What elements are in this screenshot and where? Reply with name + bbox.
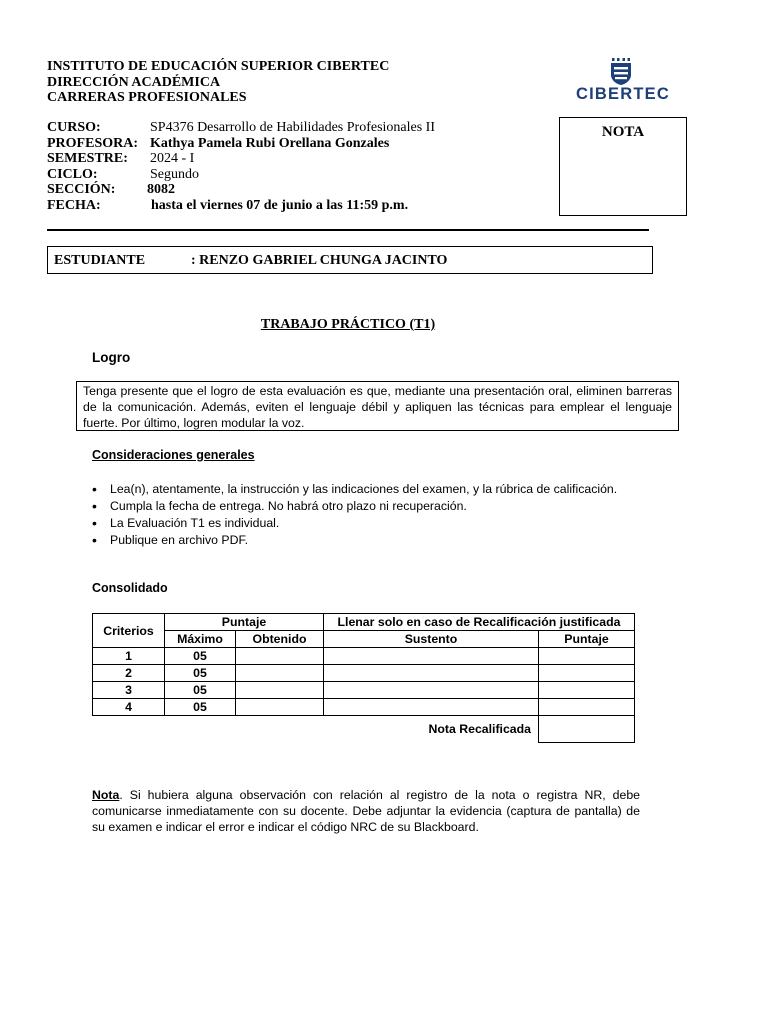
table-row — [93, 648, 635, 665]
list-item: • Publique en archivo PDF. — [92, 532, 617, 549]
sustento-cell — [324, 699, 539, 716]
header-obtenido: Obtenido — [236, 631, 324, 648]
spacer-cell — [236, 716, 324, 743]
spacer-cell — [93, 716, 165, 743]
puntaje-cell — [539, 648, 635, 665]
criterio-cell: 3 — [93, 682, 165, 699]
note-paragraph — [92, 787, 640, 835]
table-row — [93, 665, 635, 682]
criterio-cell: 2 — [93, 665, 165, 682]
considerations-list — [92, 481, 617, 549]
logro-box: Tenga presente que el logro de esta evaluación es que, mediante una presentación oral, eliminen barreras de la comunicación. Además, eviten el lenguaje débil y apliquen las técnicas para emplear el lenguaje fuerte. Por último, logren modular la voz. — [76, 381, 679, 431]
obtenido-cell — [236, 665, 324, 682]
info-value: 8082 — [147, 182, 175, 197]
info-label: SEMESTRE: — [47, 151, 128, 166]
maximo-cell: 05 — [165, 665, 236, 682]
header-sustento: Sustento — [324, 631, 539, 648]
info-value: Segundo — [150, 166, 199, 182]
sustento-cell — [324, 682, 539, 699]
nota-recalificada-row — [93, 716, 635, 743]
table-subheader-row — [93, 631, 635, 648]
table-row — [93, 699, 635, 716]
header-puntaje: Puntaje — [165, 614, 324, 631]
grade-box — [559, 117, 687, 216]
criterio-cell: 1 — [93, 648, 165, 665]
info-value: 2024 - I — [150, 151, 195, 166]
spacer-cell — [165, 716, 236, 743]
puntaje-cell — [539, 665, 635, 682]
divider — [47, 229, 649, 231]
list-item: • Cumpla la fecha de entrega. No habrá otro plazo ni recuperación. — [92, 498, 617, 515]
puntaje-cell — [539, 682, 635, 699]
info-label: CICLO: — [47, 166, 98, 182]
info-label: CURSO: — [47, 120, 101, 135]
info-label: SECCIÓN: — [47, 182, 116, 197]
nota-recalificada-cell — [539, 716, 635, 743]
student-box — [47, 246, 653, 274]
info-value: SP4376 Desarrollo de Habilidades Profesionales II — [150, 120, 435, 135]
info-value: Kathya Pamela Rubi Orellana Gonzales — [150, 135, 390, 151]
academic-direction: DIRECCIÓN ACADÉMICA — [47, 74, 221, 90]
cibertec-logo — [576, 58, 676, 104]
institution-header — [47, 59, 389, 106]
professional-careers: CARRERAS PROFESIONALES — [47, 90, 247, 105]
obtenido-cell — [236, 682, 324, 699]
grade-table — [92, 613, 635, 743]
logro-heading: Logro — [92, 350, 131, 365]
sustento-cell — [324, 648, 539, 665]
note-label: Nota — [92, 788, 120, 802]
considerations-heading: Consideraciones generales — [92, 448, 255, 462]
consolidado-heading: Consolidado — [92, 581, 168, 595]
institution-name: INSTITUTO DE EDUCACIÓN SUPERIOR CIBERTEC — [47, 59, 390, 74]
list-item: • Lea(n), atentamente, la instrucción y las indicaciones del examen, y la rúbrica de calificación. — [92, 481, 617, 498]
puntaje-cell — [539, 699, 635, 716]
info-label: PROFESORA: — [47, 135, 138, 151]
header-puntaje-recal: Puntaje — [539, 631, 635, 648]
info-value: hasta el viernes 07 de junio a las 11:59 p.m. — [151, 197, 409, 213]
page-title: TRABAJO PRÁCTICO (T1) — [260, 317, 436, 332]
list-item: • La Evaluación T1 es individual. — [92, 515, 617, 532]
logo-wordmark: CIBERTEC — [576, 85, 670, 103]
student-label: ESTUDIANTE — [54, 253, 146, 268]
crest-icon — [609, 58, 633, 86]
maximo-cell: 05 — [165, 699, 236, 716]
nota-recalificada-label: Nota Recalificada — [428, 722, 531, 736]
grade-box-label: NOTA — [601, 124, 645, 140]
sustento-cell — [324, 665, 539, 682]
note-text: . Si hubiera alguna observación con relación al registro de la nota o registra NR, debe comunicarse inmediatamente con su docente. Debe adjuntar la evidencia (captura de pantalla) de su examen e indicar el error e indicar el código NRC de su Blackboard. — [92, 788, 640, 834]
info-label: FECHA: — [47, 197, 101, 213]
obtenido-cell — [236, 648, 324, 665]
table-header-row — [93, 614, 635, 631]
header-maximo: Máximo — [165, 631, 236, 648]
student-name: : RENZO GABRIEL CHUNGA JACINTO — [191, 253, 448, 268]
table-row — [93, 682, 635, 699]
maximo-cell: 05 — [165, 648, 236, 665]
maximo-cell: 05 — [165, 682, 236, 699]
criterio-cell: 4 — [93, 699, 165, 716]
header-recalificacion: Llenar solo en caso de Recalificación justificada — [324, 614, 635, 631]
obtenido-cell — [236, 699, 324, 716]
header-criterios: Criterios — [93, 614, 165, 648]
